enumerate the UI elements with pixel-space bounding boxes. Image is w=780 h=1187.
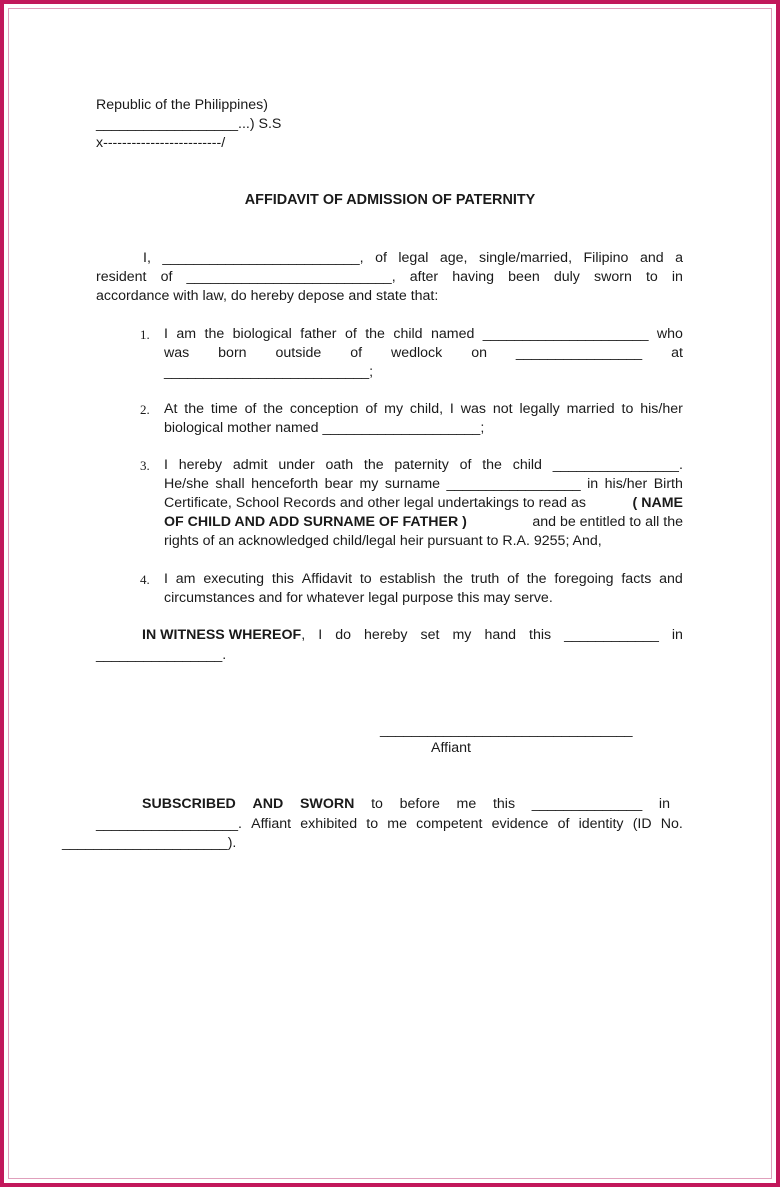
subscribed-line-2-word: identity [578, 816, 624, 832]
item-1-line-2-word: of [350, 345, 363, 361]
subscribed-line-2-word: of [557, 816, 570, 832]
item-1-line-1-word: who [656, 326, 683, 342]
item-1-line-2-word: at [671, 345, 683, 361]
subscribed-line-2-word: No. [660, 816, 683, 832]
item-2-line-1-word: was [460, 401, 486, 417]
item-1-line-1-word: I [164, 326, 168, 342]
witness-line-1 [142, 626, 683, 645]
intro-line-1-word: legal [398, 250, 429, 266]
item-3-line-1-word: I [164, 457, 168, 473]
intro-line-1-word: age, [439, 250, 468, 266]
item-2-line-1-word: of [244, 401, 257, 417]
item-1-line-1-word: father [300, 326, 337, 342]
intro-line-1-word: single/married, [478, 250, 573, 266]
item-1-line-1-word: _____________________ [482, 326, 649, 342]
item-1-line-1-word: named [430, 326, 475, 342]
intro-line-1-word: _________________________, [162, 250, 364, 266]
subscribed-w1: AND [252, 796, 284, 812]
item-3-line-1-word: of [459, 457, 472, 473]
item-3-line-2-word: He/she [164, 476, 209, 492]
item-1-line-1-word: of [344, 326, 357, 342]
subscribed-line-2-word: me [387, 816, 407, 832]
item-3-line-1-word: ________________. [552, 457, 683, 473]
item-3-line-2-word: shall [215, 476, 245, 492]
item-2-line-1-word: married [566, 401, 615, 417]
intro-line-1-word: a [675, 250, 683, 266]
item-3-line-3-text: Certificate, School Records and other legal undertakings to read as [164, 495, 586, 511]
witness-bold: IN WITNESS WHEREOF [142, 627, 302, 643]
venue-closing: x-------------------------/ [96, 135, 226, 151]
item-3-line-1-word: oath [325, 457, 354, 473]
item-1-line-2-word: outside [275, 345, 322, 361]
affiant-label: Affiant [431, 740, 471, 756]
subscribed-w4: before [399, 796, 440, 812]
item-2-line-1-word: the [184, 401, 205, 417]
item-4-line-1-word: to [359, 571, 372, 587]
subscribed-line-2 [96, 815, 683, 834]
item-2-line-1-word: I [449, 401, 454, 417]
item-3-line-1-word: the [363, 457, 384, 473]
item-4-line-2: circumstances and for whatever legal purpose this may serve. [164, 590, 553, 606]
item-2-line-1-word: to [621, 401, 634, 417]
item-1-line-2-word: born [218, 345, 247, 361]
item-4-number: 4. [140, 572, 150, 587]
subscribed-w3: to [371, 796, 383, 812]
subscribed-line-2-word: Affiant [251, 816, 292, 832]
item-4-line-1-word: the [443, 571, 464, 587]
item-3-line-2 [164, 475, 683, 494]
item-1-line-2-word: wedlock [390, 345, 443, 361]
item-4-line-1-word: the [526, 571, 547, 587]
item-4-line-1-word: establish [379, 571, 436, 587]
subscribed-id-blank: _____________________). [62, 835, 237, 851]
item-1-line-1-word: the [204, 326, 225, 342]
intro-line-2-word: to [645, 269, 658, 285]
item-3-line-2-word: in [587, 476, 599, 492]
item-2-line-1-word: the [263, 401, 284, 417]
item-3-line-2-word: his/her [604, 476, 648, 492]
intro-line-2-word: after [409, 269, 439, 285]
item-4-line-1-word: foregoing [554, 571, 614, 587]
item-2-line-1-word: my [384, 401, 404, 417]
item-3-line-5: rights of an acknowledged child/legal heir pursuant to R.A. 9255; And, [164, 533, 602, 549]
item-1-line-1-word: am [176, 326, 197, 342]
subscribed-w5: me [456, 796, 477, 812]
subscribed-line-2-word: competent [416, 816, 483, 832]
item-3-line-2-word: surname [384, 476, 441, 492]
item-3-line-1-word: under [278, 457, 315, 473]
item-4-line-1-word: am [175, 571, 196, 587]
subscribed-date-blank: ______________ [531, 796, 643, 812]
item-1-line-2-word: on [471, 345, 487, 361]
witness-w7: this [529, 627, 552, 643]
item-3-line-2-word: Birth [653, 476, 683, 492]
item-2-line-1-word: At [164, 401, 178, 417]
item-2-line-1-word: time [210, 401, 238, 417]
intro-line-1 [96, 249, 683, 268]
item-4-line-1-word: I [164, 571, 168, 587]
witness-place-blank: ________________. [96, 647, 227, 663]
item-1-line-2-word: ________________ [515, 345, 643, 361]
item-3-line-1 [164, 456, 683, 475]
subscribed-w0: SUBSCRIBED [142, 796, 236, 812]
witness-comma: , [301, 627, 306, 643]
intro-line-2-word: __________________________, [186, 269, 396, 285]
intro-line-2-word: having [452, 269, 495, 285]
intro-line-3: accordance with law, do hereby depose and state that: [96, 288, 439, 304]
item-2-line-1-word: not [492, 401, 513, 417]
item-3-line-1-word: admit [232, 457, 268, 473]
item-3-line-1-word: hereby [178, 457, 223, 473]
item-1-line-2 [164, 344, 683, 363]
intro-line-2-word: resident [96, 269, 147, 285]
witness-w6: hand [484, 627, 516, 643]
item-3-line-1-word: child [512, 457, 542, 473]
item-2-line-1-word: legally [519, 401, 560, 417]
witness-heading [142, 626, 305, 645]
witness-w2: do [335, 627, 351, 643]
subscribed-w6: this [492, 796, 516, 812]
subscribed-line-1 [142, 795, 670, 814]
intro-line-2-word: been [508, 269, 540, 285]
item-4-line-1 [164, 570, 683, 589]
intro-line-1-word: Filipino [583, 250, 629, 266]
intro-line-1-word: of [375, 250, 387, 266]
item-4-line-1-word: and [659, 571, 683, 587]
item-4-line-1-word: of [507, 571, 519, 587]
witness-date-blank: ____________ [564, 627, 659, 643]
item-3-line-2-word: bear [324, 476, 353, 492]
subscribed-line-2-word: (ID [632, 816, 652, 832]
subscribed-line-2-word: evidence [491, 816, 549, 832]
subscribed-w2: SWORN [299, 796, 355, 812]
witness-w9: in [671, 627, 683, 643]
item-3-line-4 [164, 513, 683, 532]
witness-w1: I [318, 627, 323, 643]
intro-line-2-word: sworn [593, 269, 632, 285]
item-2-line-1-word: conception [289, 401, 359, 417]
item-3-line-1-word: the [482, 457, 502, 473]
item-1-line-1-word: child [393, 326, 423, 342]
item-3-line-4-text: and be entitled to all the [532, 514, 683, 530]
item-4-line-1-word: executing [203, 571, 265, 587]
item-3-line-2-word: _________________ [446, 476, 581, 492]
item-4-line-1-word: truth [470, 571, 500, 587]
subscribed-line-2-word: to [366, 816, 379, 832]
item-3-name-placeholder-start: ( NAME [632, 495, 683, 511]
item-1-line-1 [164, 325, 683, 344]
item-4-line-1-word: this [271, 571, 294, 587]
item-2-line-2: biological mother named ____________________; [164, 420, 485, 436]
item-3-line-2-word: henceforth [251, 476, 319, 492]
item-1-line-2-word: was [164, 345, 190, 361]
item-4-line-1-word: Affidavit [301, 571, 353, 587]
intro-line-2-word: duly [553, 269, 580, 285]
item-1-line-1-word: biological [232, 326, 292, 342]
item-2-line-1 [164, 400, 683, 419]
witness-w5: my [452, 627, 472, 643]
item-1-number: 1. [140, 327, 150, 342]
item-2-line-1-word: of [365, 401, 378, 417]
venue-republic: Republic of the Philippines) [96, 97, 268, 113]
item-2-number: 2. [140, 402, 150, 417]
intro-line-1-word: and [639, 250, 664, 266]
item-2-line-1-word: his/her [640, 401, 683, 417]
item-3-number: 3. [140, 458, 150, 473]
item-2-line-1-word: child, [409, 401, 444, 417]
witness-w3: hereby [364, 627, 408, 643]
intro-line-2 [96, 268, 683, 287]
witness-w4: set [420, 627, 440, 643]
intro-line-2-word: in [671, 269, 683, 285]
item-3-line-1-word: paternity [394, 457, 449, 473]
item-4-line-1-word: facts [621, 571, 652, 587]
affiant-signature-line: ________________________________ [380, 722, 633, 738]
item-3-name-placeholder-end: OF CHILD AND ADD SURNAME OF FATHER ) [164, 514, 467, 530]
item-3-line-3 [164, 494, 683, 513]
subscribed-w8: in [658, 796, 670, 812]
item-1-line-3: __________________________; [164, 364, 374, 380]
subscribed-line-2-word: __________________. [96, 816, 242, 832]
intro-line-2-word: of [160, 269, 173, 285]
subscribed-line-2-word: exhibited [300, 816, 358, 832]
intro-line-1-word: I, [143, 250, 151, 266]
document-title: AFFIDAVIT OF ADMISSION OF PATERNITY [244, 192, 536, 208]
item-3-line-2-word: my [359, 476, 379, 492]
venue-city-blank: __________________...) S.S [96, 116, 282, 132]
item-1-line-1-word: the [365, 326, 385, 342]
